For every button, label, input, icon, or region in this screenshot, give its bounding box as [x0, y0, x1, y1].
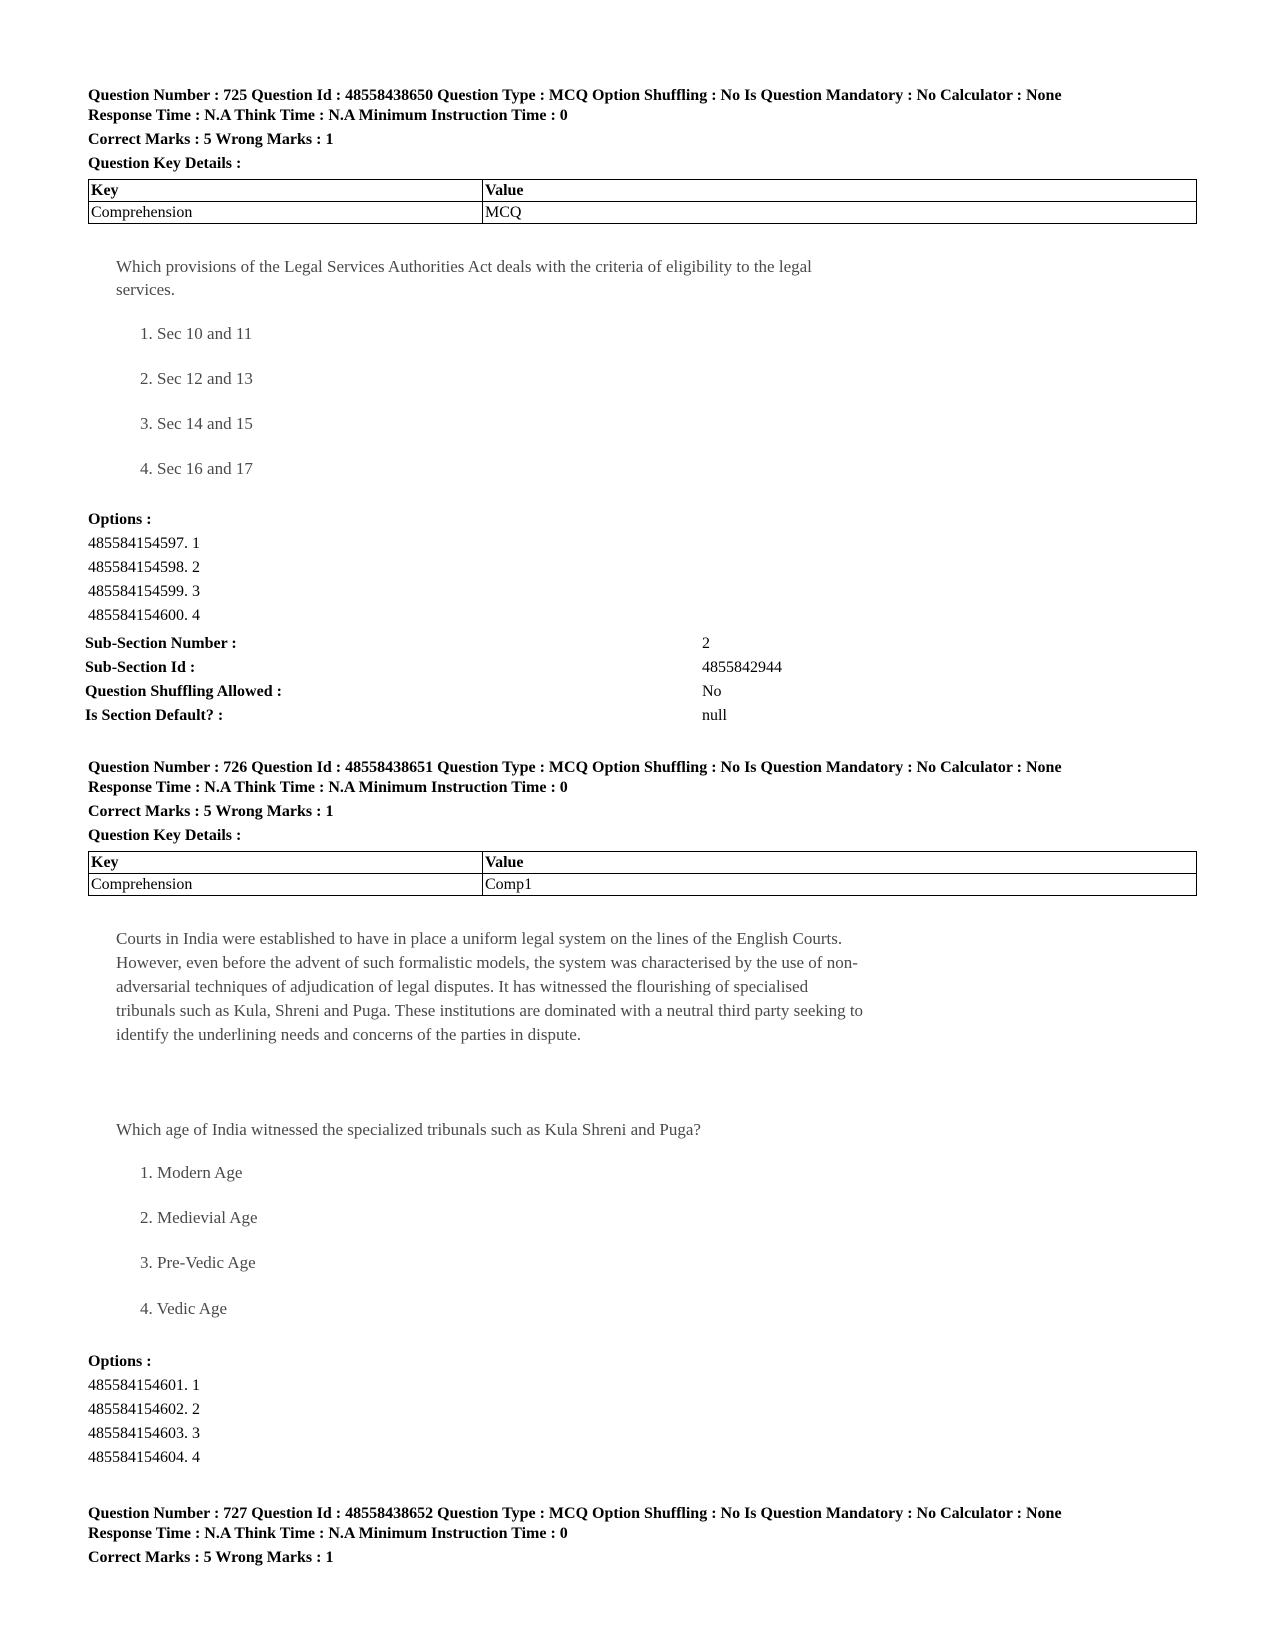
value-cell: MCQ	[483, 202, 1197, 224]
key-cell: Comprehension	[89, 202, 483, 224]
subsection-id-label: Sub-Section Id :	[85, 659, 196, 676]
q726-key-table	[88, 851, 1197, 896]
q726-passage-line3: adversarial techniques of adjudication of legal disputes. It has witnessed the flourishing of specialised	[116, 977, 809, 996]
q726-options-label: Options :	[88, 1353, 152, 1370]
q726-marks: Correct Marks : 5 Wrong Marks : 1	[88, 803, 334, 820]
q726-passage-line1: Courts in India were established to have in place a uniform legal system on the lines of the English Courts.	[116, 929, 843, 948]
q727-marks: Correct Marks : 5 Wrong Marks : 1	[88, 1549, 334, 1566]
question-shuffling-value: No	[702, 683, 722, 700]
q726-question: Which age of India witnessed the specialized tribunals such as Kula Shreni and Puga?	[116, 1120, 701, 1139]
q726-header-line2: Response Time : N.A Think Time : N.A Minimum Instruction Time : 0	[88, 779, 568, 796]
q726-header-line1: Question Number : 726 Question Id : 48558438651 Question Type : MCQ Option Shuffling : No Is Question Mandatory : No Calculator : None	[88, 759, 1062, 776]
q726-choice-1: 1. Modern Age	[140, 1163, 243, 1182]
question-shuffling-label: Question Shuffling Allowed :	[85, 683, 282, 700]
q725-header-line1: Question Number : 725 Question Id : 48558438650 Question Type : MCQ Option Shuffling : No Is Question Mandatory : No Calculator : None	[88, 87, 1062, 104]
key-cell: Comprehension	[89, 874, 483, 896]
q726-choice-2: 2. Medievial Age	[140, 1208, 258, 1227]
q726-option-2: 485584154602. 2	[88, 1401, 200, 1418]
subsection-number-value: 2	[702, 635, 710, 652]
q727-header-line2: Response Time : N.A Think Time : N.A Minimum Instruction Time : 0	[88, 1525, 568, 1542]
q726-passage-line2: However, even before the advent of such formalistic models, the system was characterised by the use of non-	[116, 953, 858, 972]
section-default-label: Is Section Default? :	[85, 707, 224, 724]
q726-option-4: 485584154604. 4	[88, 1449, 200, 1466]
q725-key-table	[88, 179, 1197, 224]
q725-choice-1: 1. Sec 10 and 11	[140, 324, 253, 343]
q725-choice-3: 3. Sec 14 and 15	[140, 414, 253, 433]
q726-option-1: 485584154601. 1	[88, 1377, 200, 1394]
q726-passage-line5: identify the underlining needs and concerns of the parties in dispute.	[116, 1025, 582, 1044]
q726-choice-3: 3. Pre-Vedic Age	[140, 1253, 256, 1272]
q725-key-details-label: Question Key Details :	[88, 155, 242, 172]
q725-header-line2: Response Time : N.A Think Time : N.A Minimum Instruction Time : 0	[88, 107, 568, 124]
value-cell: Comp1	[483, 874, 1197, 896]
key-header: Key	[89, 852, 483, 874]
subsection-number-label: Sub-Section Number :	[85, 635, 237, 652]
q725-choice-4: 4. Sec 16 and 17	[140, 459, 253, 478]
q725-option-2: 485584154598. 2	[88, 559, 200, 576]
q725-options-label: Options :	[88, 511, 152, 528]
value-header: Value	[483, 180, 1197, 202]
q726-passage-line4: tribunals such as Kula, Shreni and Puga. These institutions are dominated with a neutral third party seeking to	[116, 1001, 864, 1020]
value-header: Value	[483, 852, 1197, 874]
q727-header-line1: Question Number : 727 Question Id : 48558438652 Question Type : MCQ Option Shuffling : No Is Question Mandatory : No Calculator : None	[88, 1505, 1062, 1522]
q725-question-line2: services.	[116, 280, 176, 299]
q725-marks: Correct Marks : 5 Wrong Marks : 1	[88, 131, 334, 148]
q725-option-1: 485584154597. 1	[88, 535, 200, 552]
q725-option-3: 485584154599. 3	[88, 583, 200, 600]
q726-option-3: 485584154603. 3	[88, 1425, 200, 1442]
q726-choice-4: 4. Vedic Age	[140, 1299, 228, 1318]
subsection-id-value: 4855842944	[702, 659, 782, 676]
q725-choice-2: 2. Sec 12 and 13	[140, 369, 253, 388]
q725-option-4: 485584154600. 4	[88, 607, 200, 624]
section-default-value: null	[702, 707, 727, 724]
q725-question-line1: Which provisions of the Legal Services Authorities Act deals with the criteria of eligibility to the legal	[116, 257, 812, 276]
key-header: Key	[89, 180, 483, 202]
q726-key-details-label: Question Key Details :	[88, 827, 242, 844]
